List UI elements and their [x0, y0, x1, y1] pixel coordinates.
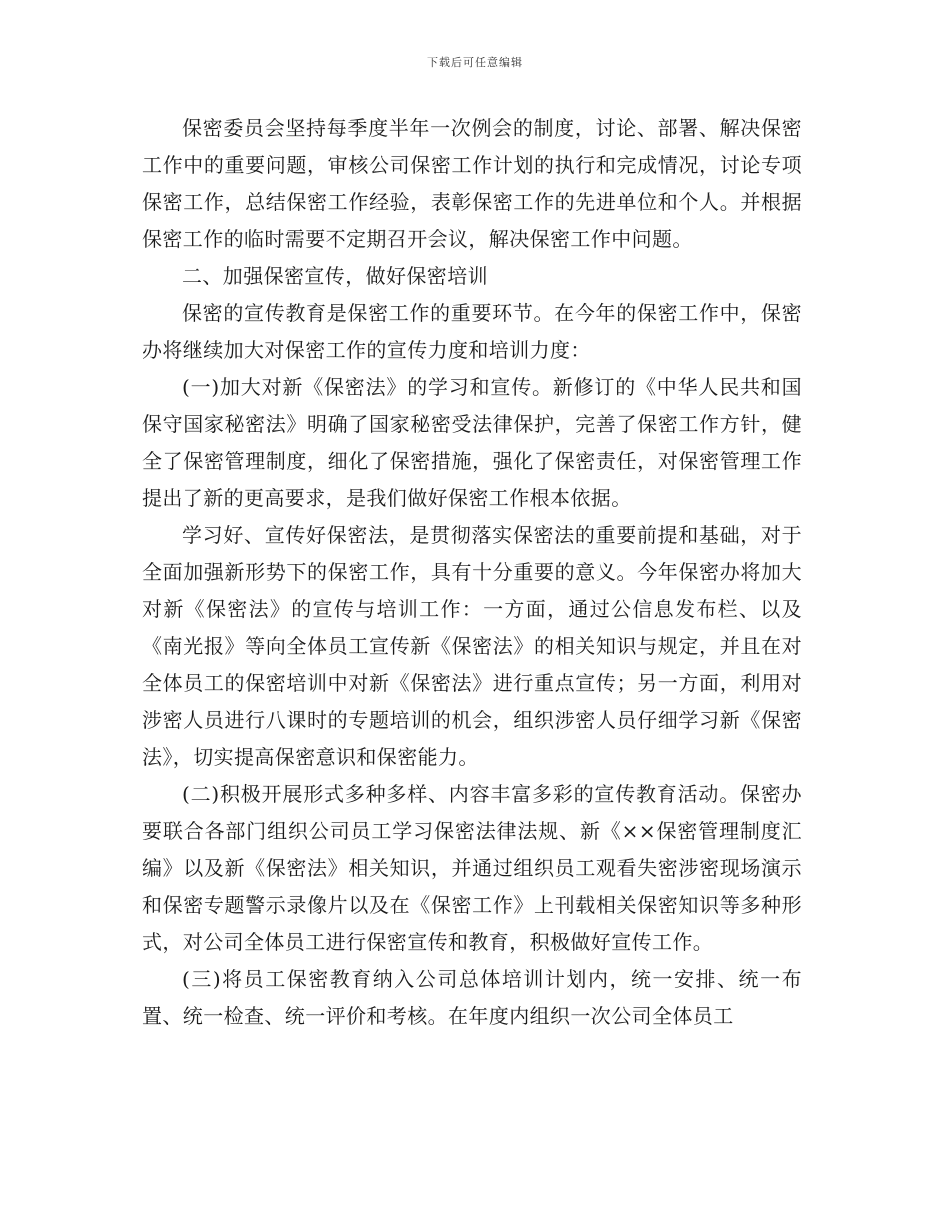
- paragraph-publicity-intro: 保密的宣传教育是保密工作的重要环节。在今年的保密工作中，保密办将继续加大对保密工作的宣传力度和培训力度：: [142, 301, 802, 362]
- paragraph-meeting-system: 保密委员会坚持每季度半年一次例会的制度，讨论、部署、解决保密工作中的重要问题，审核公司保密工作计划的执行和完成情况，讨论专项保密工作，总结保密工作经验，表彰保密工作的先进单位和个人。并根据保密工作的临时需要不定期召开会议，解决保密工作中问题。: [142, 116, 802, 251]
- paragraph-item-two: (二)积极开展形式多种多样、内容丰富多彩的宣传教育活动。保密办要联合各部门组织公司员工学习保密法律法规、新《××保密管理制度汇编》以及新《保密法》相关知识，并通过组织员工观看失密涉密现场演示和保密专题警示录像片以及在《保密工作》上刊载相关保密知识等多种形式，对公司全体员工进行保密宣传和教育，积极做好宣传工作。: [142, 782, 802, 954]
- section-heading-publicity-training: 二、加强保密宣传，做好保密培训: [182, 264, 488, 288]
- paragraph-item-three: (三)将员工保密教育纳入公司总体培训计划内，统一安排、统一布置、统一检查、统一评价和考核。在年度内组织一次公司全体员工: [142, 967, 802, 1028]
- paragraph-study-law: 学习好、宣传好保密法，是贯彻落实保密法的重要前提和基础，对于全面加强新形势下的保密工作，具有十分重要的意义。今年保密办将加大对新《保密法》的宣传与培训工作：一方面，通过公信息发布栏、以及《南光报》等向全体员工宣传新《保密法》的相关知识与规定，并且在对全体员工的保密培训中对新《保密法》进行重点宣传；另一方面，利用对涉密人员进行八课时的专题培训的机会，组织涉密人员仔细学习新《保密法》，切实提高保密意识和保密能力。: [142, 523, 802, 769]
- page-header-note: 下载后可任意编辑: [427, 56, 523, 69]
- document-body: [142, 110, 802, 1035]
- paragraph-item-one: (一)加大对新《保密法》的学习和宣传。新修订的《中华人民共和国保守国家秘密法》明确了国家秘密受法律保护，完善了保密工作方针，健全了保密管理制度，细化了保密措施，强化了保密责任，对保密管理工作提出了新的更高要求，是我们做好保密工作根本依据。: [142, 375, 802, 510]
